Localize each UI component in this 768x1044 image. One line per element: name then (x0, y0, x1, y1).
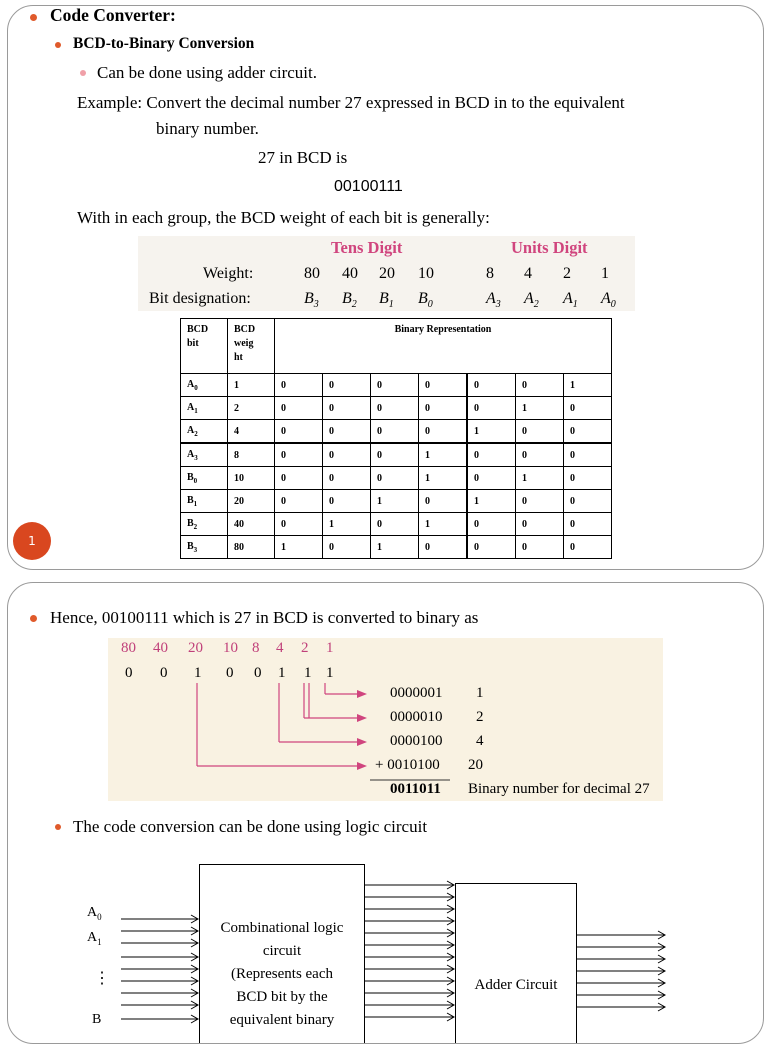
bit-designation: $A_3$ (486, 290, 501, 311)
binary-cell: 0 (516, 443, 564, 467)
bullet-dot (55, 42, 61, 48)
logic-text: circuit (262, 943, 302, 959)
conv-row-dec: 1 (476, 685, 484, 701)
adder-label: Adder Circuit (474, 977, 558, 993)
binary-cell: 0 (467, 467, 516, 490)
result-label: Binary number for decimal 27 (468, 781, 650, 797)
binary-cell: 0 (275, 397, 323, 420)
binary-cell: 1 (467, 420, 516, 444)
conv-bit: 1 (304, 665, 312, 681)
logic-text: equivalent binary (229, 1012, 335, 1028)
bcd-bit-cell: $A_2$ (181, 420, 228, 444)
bcd-bit-cell: $B_3$ (181, 536, 228, 559)
bcd-label: 27 in BCD is (258, 148, 348, 167)
binary-cell: 0 (467, 374, 516, 397)
example-text: Example: Convert the decimal number 27 expressed in BCD in to the equivalent (77, 93, 625, 112)
binary-cell: 1 (419, 513, 468, 536)
binary-cell: 1 (516, 397, 564, 420)
binary-cell: 1 (419, 443, 468, 467)
conv-row-bin: + 0010100 (375, 757, 440, 773)
binary-cell: 1 (516, 467, 564, 490)
bullet-dot (80, 70, 86, 76)
input-a1-label: $A_1$ (87, 930, 102, 947)
binary-cell: 0 (371, 374, 419, 397)
conv-bit: 0 (125, 665, 133, 681)
weight-value: 40 (342, 265, 358, 282)
binary-cell: 0 (564, 490, 612, 513)
logic-text: (Represents each (230, 966, 334, 982)
binary-cell: 0 (371, 467, 419, 490)
bullet-text: Can be done using adder circuit. (97, 63, 317, 82)
table-row (181, 467, 612, 490)
tens-digit-label: Tens Digit (331, 238, 403, 257)
conv-row-dec: 2 (476, 709, 484, 725)
binary-cell: 1 (323, 513, 371, 536)
binary-cell: 0 (564, 443, 612, 467)
binary-cell: 0 (467, 397, 516, 420)
bcd-bit-cell: $B_2$ (181, 513, 228, 536)
binary-cell: 0 (564, 467, 612, 490)
binary-cell: 0 (467, 513, 516, 536)
binary-cell: 0 (371, 397, 419, 420)
table-row (181, 420, 612, 444)
binary-cell: 0 (516, 513, 564, 536)
binary-cell: 0 (516, 374, 564, 397)
weight-value: 2 (563, 265, 571, 282)
adder-circuit-block (455, 883, 577, 1044)
conv-bit: 1 (278, 665, 286, 681)
conversion-figure (108, 638, 663, 801)
weight-value: 4 (524, 265, 532, 282)
binary-cell: 0 (323, 490, 371, 513)
conv-weight: 20 (188, 640, 203, 656)
conv-bit: 0 (226, 665, 234, 681)
conv-weight: 8 (252, 640, 260, 656)
bcd-weight-figure (138, 236, 635, 311)
binary-cell: 0 (564, 536, 612, 559)
bit-designation: $B_2$ (342, 290, 357, 311)
bit-designation: $B_1$ (379, 290, 394, 311)
conv-row-dec: 20 (468, 757, 483, 773)
bcd-bit-cell: $B_0$ (181, 467, 228, 490)
intro-text: Hence, 00100111 which is 27 in BCD is converted to binary as (50, 608, 479, 627)
weight-value: 1 (601, 265, 609, 282)
bcd-weight-cell: 4 (228, 420, 275, 444)
binary-cell: 0 (467, 443, 516, 467)
binary-cell: 0 (371, 420, 419, 444)
binary-cell: 0 (419, 397, 468, 420)
input-last-label: B (92, 1012, 102, 1027)
conv-row-bin: 0000010 (390, 709, 443, 725)
bullet-dot (30, 615, 37, 622)
bullet-text: The code conversion can be done using logic circuit (73, 817, 428, 836)
binary-cell: 1 (371, 536, 419, 559)
binary-cell: 0 (323, 443, 371, 467)
bcd-bit-cell: $A_0$ (181, 374, 228, 397)
conv-weight: 1 (326, 640, 334, 656)
bcd-weight-cell: 1 (228, 374, 275, 397)
binary-cell: 0 (323, 467, 371, 490)
example-text-cont: binary number. (156, 119, 259, 138)
bcd-weight-cell: 10 (228, 467, 275, 490)
header-binary-representation: Binary Representation (275, 319, 612, 374)
logic-text: Combinational logic (220, 920, 344, 936)
conv-weight: 10 (223, 640, 238, 656)
bcd-bit-cell: $A_3$ (181, 443, 228, 467)
binary-cell: 0 (323, 536, 371, 559)
bit-designation: $A_1$ (563, 290, 578, 311)
table-row (181, 490, 612, 513)
binary-cell: 0 (516, 536, 564, 559)
binary-cell: 1 (467, 490, 516, 513)
section-heading: BCD-to-Binary Conversion (73, 35, 255, 52)
table-row (181, 397, 612, 420)
binary-cell: 1 (371, 490, 419, 513)
binary-cell: 0 (371, 513, 419, 536)
bcd-weight-cell: 20 (228, 490, 275, 513)
bcd-bit-cell: $A_1$ (181, 397, 228, 420)
weight-value: 10 (418, 265, 434, 282)
binary-cell: 0 (564, 397, 612, 420)
combinational-logic-block (199, 864, 365, 1044)
bullet-dot (30, 14, 37, 21)
bit-designation: $A_0$ (601, 290, 616, 311)
bit-designation: $B_3$ (304, 290, 319, 311)
table-row (181, 513, 612, 536)
weight-value: 20 (379, 265, 395, 282)
slide-1 (7, 5, 764, 570)
weight-value: 8 (486, 265, 494, 282)
conversion-arrows (108, 638, 663, 801)
bcd-bit-cell: $B_1$ (181, 490, 228, 513)
binary-cell: 0 (275, 490, 323, 513)
header-bcd-bit: BCD bit (181, 319, 228, 374)
table-row (181, 374, 612, 397)
slide-title: Code Converter: (50, 5, 176, 25)
binary-cell: 0 (516, 420, 564, 444)
logic-circuit-diagram (8, 853, 763, 1033)
bcd-binary-table (180, 318, 612, 559)
binary-cell: 0 (323, 397, 371, 420)
conv-row-bin: 0000001 (390, 685, 443, 701)
conv-weight: 40 (153, 640, 168, 656)
conv-row-dec: 4 (476, 733, 484, 749)
binary-cell: 0 (419, 536, 468, 559)
logic-text: BCD bit by the (236, 989, 328, 1005)
bcd-weight-cell: 2 (228, 397, 275, 420)
binary-cell: 1 (419, 467, 468, 490)
weight-value: 80 (304, 265, 320, 282)
input-a0-label: $A_0$ (87, 905, 102, 922)
binary-cell: 0 (275, 513, 323, 536)
binary-cell: 0 (516, 490, 564, 513)
weight-label: Weight: (203, 265, 254, 282)
weight-intro: With in each group, the BCD weight of each bit is generally: (77, 208, 490, 227)
binary-cell: 0 (275, 374, 323, 397)
binary-cell: 1 (564, 374, 612, 397)
binary-cell: 0 (275, 467, 323, 490)
conv-weight: 2 (301, 640, 309, 656)
units-digit-label: Units Digit (511, 238, 588, 257)
table-row (181, 443, 612, 467)
slide-2 (7, 582, 764, 1044)
conv-weight: 4 (276, 640, 284, 656)
bcd-weight-cell: 8 (228, 443, 275, 467)
binary-cell: 0 (275, 420, 323, 444)
binary-cell: 0 (564, 513, 612, 536)
binary-cell: 0 (419, 420, 468, 444)
binary-cell: 0 (419, 374, 468, 397)
bit-designation: $B_0$ (418, 290, 433, 311)
header-bcd-weight: BCD weig ht (228, 319, 275, 374)
bcd-value: 00100111 (334, 178, 403, 195)
binary-cell: 0 (419, 490, 468, 513)
result-binary: 0011011 (390, 781, 441, 797)
binary-cell: 0 (467, 536, 516, 559)
page-number-badge: 1 (13, 522, 51, 560)
binary-cell: 1 (275, 536, 323, 559)
conv-bit: 1 (194, 665, 202, 681)
conv-bit: 1 (326, 665, 334, 681)
conv-row-bin: 0000100 (390, 733, 443, 749)
binary-cell: 0 (323, 420, 371, 444)
binary-cell: 0 (323, 374, 371, 397)
conv-bit: 0 (254, 665, 262, 681)
binary-cell: 0 (564, 420, 612, 444)
conv-weight: 80 (121, 640, 136, 656)
input-ellipsis: ⋮ (94, 970, 110, 987)
binary-cell: 0 (275, 443, 323, 467)
binary-cell: 0 (371, 443, 419, 467)
bcd-weight-cell: 80 (228, 536, 275, 559)
bcd-weight-cell: 40 (228, 513, 275, 536)
bullet-dot (55, 824, 61, 830)
conv-bit: 0 (160, 665, 168, 681)
bit-designation: $A_2$ (524, 290, 539, 311)
bit-designation-label: Bit designation: (149, 290, 251, 307)
table-row (181, 536, 612, 559)
